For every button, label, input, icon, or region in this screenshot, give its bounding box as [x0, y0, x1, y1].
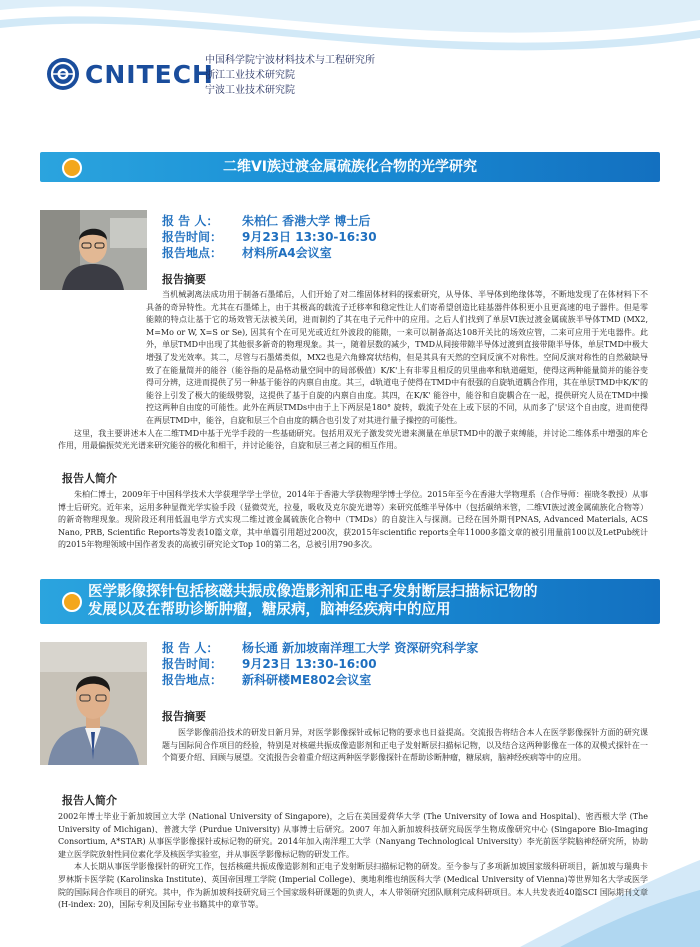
- talk2-abstract: [162, 727, 648, 779]
- talk2-time-row: [162, 656, 478, 672]
- talk2-bio: [58, 811, 648, 911]
- place-label: 报告地点：: [162, 673, 223, 687]
- talk1-reporter-row: [162, 213, 377, 229]
- talk1-title: 二维VI族过渡金属硫族化合物的光学研究: [222, 159, 478, 175]
- time-label: 报告时间：: [162, 230, 223, 244]
- speaker1-photo: [40, 210, 147, 290]
- reporter-label: 报 告 人：: [162, 641, 219, 655]
- institute-name: 宁波工业技术研究院: [205, 85, 295, 96]
- talk1-info: [162, 213, 377, 261]
- talk2-title-banner: [40, 579, 660, 624]
- talk2-reporter-row: [162, 640, 478, 656]
- logo-text: CNITECH: [85, 59, 214, 89]
- talk1-bio-heading: 报告人简介: [62, 472, 117, 485]
- talk1-title-banner: [40, 152, 660, 182]
- talk1-reporter: 朱柏仁 香港大学 博士后: [242, 214, 371, 228]
- cnitech-logo: [46, 57, 214, 91]
- cnitech-emblem-icon: [46, 57, 80, 91]
- talk2-bio-heading: 报告人简介: [62, 794, 117, 807]
- talk1-bio: [58, 489, 648, 565]
- abstract-paragraph: 这里，我主要讲述本人在二维TMD中基于光学手段的一些基础研究。包括用双光子激发荧光谱来测量在单层TMD中的激子束缚能，并讨论二维体系中增强的库仑作用，用最偏振荧光光谱来研究能谷的极化和相干，并讨论能谷，自旋和层三者之间的相互作用。: [58, 428, 648, 451]
- talk2-time: 9月23日 13:30-16:00: [242, 657, 377, 671]
- place-label: 报告地点：: [162, 246, 223, 260]
- institute-names: [205, 53, 375, 98]
- abstract-paragraph: 当机械剥离法成功用于制备石墨烯后，人们开始了对二维固体材料的探索研究，从导体、半导体到绝缘体等，不断地发现了在体材料下不具备的奇异特性。尤其在石墨烯上，由于其极高的载流子迁移率和稳定性让人们寄希望创造比硅基器件体积更小且更高速的电子器件。但是零能隙的特点让基于它的场效管无法被关闭，进而制约了其在电子元件中的应用。之后人们找到了单层VI族过渡金属硫族半导体TMD (MX2, M=Mo or W, X=S or Se), 因其有个在可见光或近红外波段的能隙，一来可以制备高达108开关比的场效应管，二来可应用于光电器件。此外，单层TMD中出现了其他很多新奇的物理现象。其一，随着层数的减少，TMD从间接带隙半导体过渡到直接带隙半导体，单层TMD中极大增强了发光效率。其二，尽管与石墨烯类似，MX2也是六角蜂窝状结构，但是其具有天然的空间反演不对称性。空间反演对称性的自然破缺导致了在能量简并的能谷（能谷指的是晶格动量空间中的局部极值）K/K'上有非零且相反的贝里曲率和轨道磁矩，使得这两种能量简并的能谷变得可分辨，这进而提供了另一种基于能谷的内禀自由度。其三，d轨道电子使得在TMD中有很强的自旋轨道耦合作用，其在单层TMD中K/K'的能谷上引发了极大的能级劈裂，这提供了基于自旋的内禀自由度。其四，在K/K' 能谷中，能谷和自旋耦合在一起，提供研究人员在TMD中操控这两种自由度的可能性。此外在两层TMDs中由于上下两层是180° 旋转，载流子处在上或下层的不同，从而多了'层'这个自由度，进而使得在两层TMD中，能谷，自旋和层三个自由度的耦合也引发了对其进行量子操控的可能性。: [146, 290, 648, 425]
- talk2-place-row: [162, 672, 478, 688]
- talk2-reporter: 杨长通 新加坡南洋理工大学 资深研究科学家: [242, 641, 479, 655]
- reporter-label: 报 告 人：: [162, 214, 219, 228]
- talk1-abstract-heading: 报告摘要: [162, 273, 206, 286]
- institute-name: 浙江工业技术研究院: [205, 70, 295, 81]
- talk2-place: 新科研楼ME802会议室: [242, 673, 372, 687]
- talk1-place: 材料所A4会议室: [242, 246, 332, 260]
- talk1-time: 9月23日 13:30-16:30: [242, 230, 377, 244]
- talk2-info: [162, 640, 478, 688]
- talk1-place-row: [162, 245, 377, 261]
- abstract-paragraph: 医学影像前沿技术的研发日新月异，对医学影像探针或标记物的要求也日益提高。交流报告将结合本人在医学影像探针方面的研究课题与国际间合作项目的经验，特别是对核磁共振成像造影剂和正电子发射断层扫描标记物，以及结合这两种影像在一体的双模式探针在一个简要介绍、回顾与展望。交流报告会着重介绍这两种医学影像探针在帮助诊断肿瘤，糖尿病，脑神经疾病等中的应用。: [162, 728, 648, 763]
- bullet-dot-icon: [62, 592, 82, 612]
- talk2-title-line: 医学影像探针包括核磁共振成像造影剂和正电子发射断层扫描标记物的: [88, 584, 538, 600]
- bio-paragraph: 2002年博士毕业于新加坡国立大学 (National University of Singapore)，之后在美国爱荷华大学 (The University of Iowa and Hospital)、密西根大学 (The University of Michigan)、普渡大学 (Purdue University) 从事博士后研究。2007 年加入新加坡科技研究局医学生物成像研究中心 (Singapore Bio-Imaging Consortium, A*STAR) 从事医学影像探针或标记物的研究。2014年加入南洋理工大学（Nanyang Technological University）李光前医学院脑神经研究所，协助建立医学院放射性同位素化学及核医学实验室，并从事医学影像标记物的研发工作。: [58, 812, 648, 859]
- institute-name: 中国科学院宁波材料技术与工程研究所: [205, 55, 375, 66]
- talk1-abstract: [58, 289, 648, 461]
- time-label: 报告时间：: [162, 657, 223, 671]
- talk2-abstract-heading: 报告摘要: [162, 710, 206, 723]
- talk2-title-line: 发展以及在帮助诊断肿瘤，糖尿病，脑神经疾病中的应用: [88, 602, 451, 618]
- bio-paragraph: 朱柏仁博士，2009年于中国科学技术大学获理学学士学位，2014年于香港大学获物理学博士学位。2015年至今在香港大学物理系（合作导师：崔晓冬教授）从事博士后研究。近年来，运用多种显微光学实验手段（显微荧光，拉曼，吸收及克尔旋光谱等）来研究低维半导体中（包括碳纳米管，二维VI族过渡金属硫族化合物等）的新奇物理现象。现阶段还利用低温电学方式实现二维过渡金属硫族化合物中（TMDs）的自旋注入与探测。已经在国外期刊PNAS, Advanced Materials, ACS Nano, PRB, Scientific Reports等发表10篇文章，其中单篇引用超过200次，获2015年scientific reports全年11000多篇文章的被引用量前100以及LetPub统计的2015年物理领域中国作者发表的高被引研究论文Top 10的第二名，总被引用790多次。: [58, 490, 648, 550]
- speaker2-photo: [40, 642, 147, 765]
- talk1-time-row: [162, 229, 377, 245]
- bullet-dot-icon: [62, 158, 82, 178]
- bio-paragraph: 本人长期从事医学影像探针的研究工作，包括核磁共振成像造影剂和正电子发射断层扫描标记物的研发。至今参与了多项新加坡国家级科研项目，新加坡与瑞典卡罗林斯卡医学院 (Karolinska Institute)、英国帝国理工学院 (Imperial College)、奥地利维也纳医科大学 (Medical University of Vienna)等世界知名大学或医学院的国际间合作项目的研究。其中，作为新加坡科技研究局三个国家级科研课题的负责人，本人带领研究团队顺利完成科研项目。本人共发表近40篇SCI 国际期刊文章 (H-index: 20)，国际专利及国际专业书籍其中的章节等。: [58, 862, 648, 910]
